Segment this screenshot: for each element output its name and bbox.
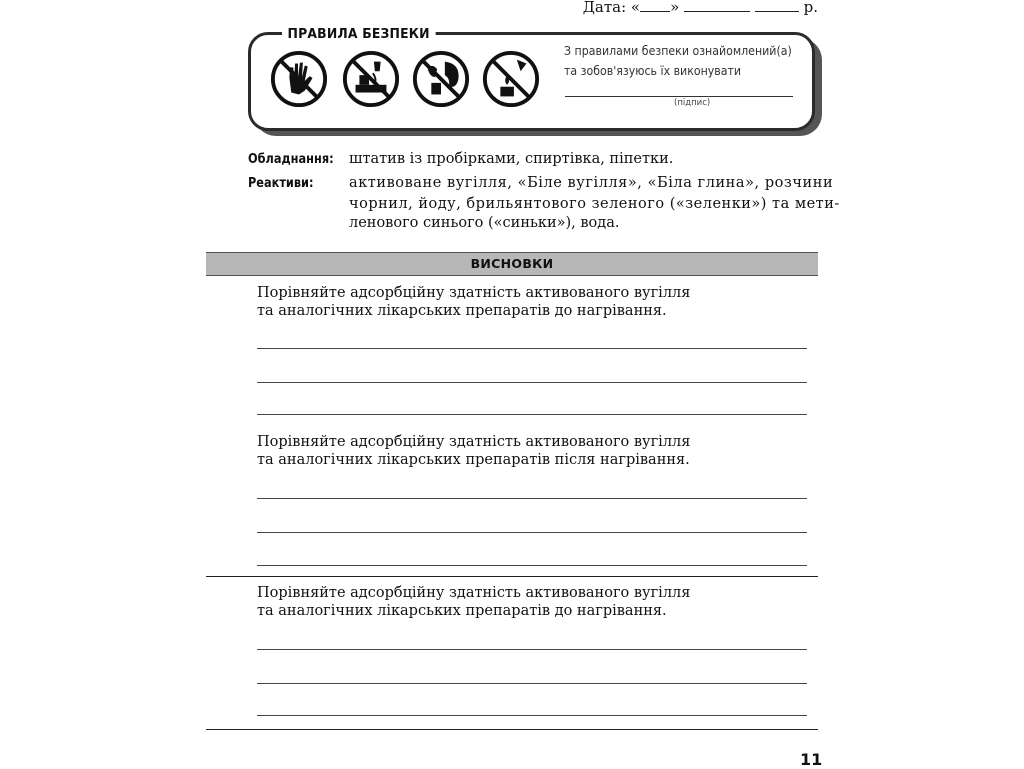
answer-line[interactable] xyxy=(257,498,807,499)
no-touching-hands-icon xyxy=(270,50,328,108)
answer-line[interactable] xyxy=(257,382,807,383)
date-day-blank[interactable] xyxy=(640,0,670,12)
reagents-line-1: активоване вугілля, «Біле вугілля», «Біла глина», розчини xyxy=(349,175,834,191)
conclusions-title: ВИСНОВКИ xyxy=(470,256,554,271)
answer-line[interactable] xyxy=(257,649,807,650)
answer-line[interactable] xyxy=(257,683,807,684)
section-divider xyxy=(206,729,818,730)
question-3 xyxy=(257,584,690,620)
reagents-label: Реактиви: xyxy=(248,175,314,191)
date-suffix: р. xyxy=(803,0,818,16)
reagents-line-2: чорнил, йоду, брильянтового зеленого («зеленки») та мети- xyxy=(349,196,840,212)
safety-agreement-text xyxy=(564,41,792,81)
answer-line[interactable] xyxy=(257,532,807,533)
answer-line[interactable] xyxy=(257,565,807,566)
signature-field[interactable] xyxy=(565,96,793,97)
answer-line[interactable] xyxy=(257,414,807,415)
question-2 xyxy=(257,433,690,469)
question-2-line-1: Порівняйте адсорбційну здатність активованого вугілля xyxy=(257,434,691,450)
reagents-line-3: ленового синього («синьки»), вода. xyxy=(349,215,620,231)
question-1 xyxy=(257,284,690,320)
answer-line[interactable] xyxy=(257,348,807,349)
answer-line[interactable] xyxy=(257,715,807,716)
date-line xyxy=(583,0,818,16)
page-number: 11 xyxy=(800,750,823,769)
date-year-blank[interactable] xyxy=(755,0,799,12)
conclusions-header xyxy=(206,252,818,276)
no-tasting-icon xyxy=(342,50,400,108)
agreement-line-1: З правилами безпеки ознайомлений(а) xyxy=(564,43,792,58)
date-quote-close: » xyxy=(670,0,680,16)
question-1-line-2: та аналогічних лікарських препаратів до нагрівання. xyxy=(257,303,667,319)
question-2-line-2: та аналогічних лікарських препаратів після нагрівання. xyxy=(257,452,690,468)
question-1-line-1: Порівняйте адсорбційну здатність активованого вугілля xyxy=(257,285,691,301)
safety-rules-title: ПРАВИЛА БЕЗПЕКИ xyxy=(282,26,435,42)
question-3-line-1: Порівняйте адсорбційну здатність активованого вугілля xyxy=(257,585,691,601)
question-3-line-2: та аналогічних лікарських препаратів до нагрівання. xyxy=(257,603,667,619)
section-divider xyxy=(206,576,818,577)
agreement-line-2: та зобов'язуюсь їх виконувати xyxy=(564,63,742,78)
no-smelling-icon xyxy=(412,50,470,108)
date-label: Дата: « xyxy=(582,0,641,16)
equipment-text: штатив із пробірками, спиртівка, піпетки. xyxy=(349,151,674,167)
signature-label: (підпис) xyxy=(674,98,711,108)
no-flame-heating-icon xyxy=(482,50,540,108)
equipment-label: Обладнання: xyxy=(248,151,334,167)
date-month-blank[interactable] xyxy=(684,0,750,12)
